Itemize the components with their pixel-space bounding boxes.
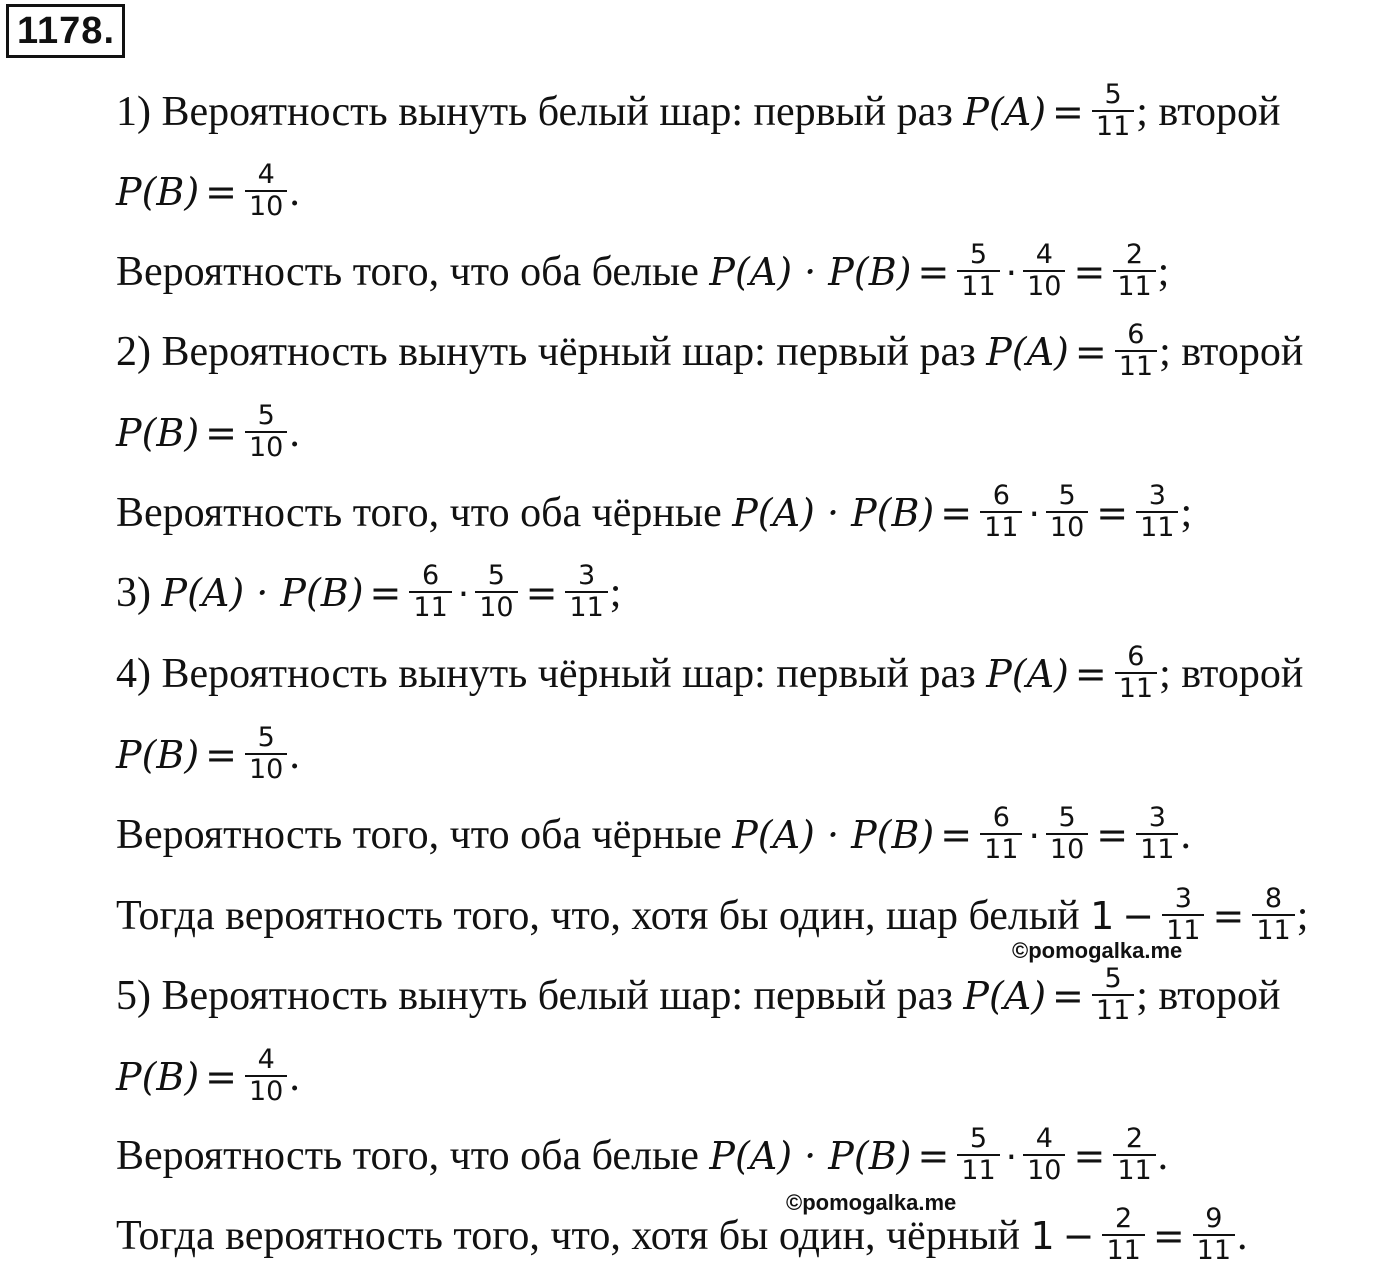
s1-tail: ; второй (1136, 88, 1281, 135)
s2-f1: $\frac{6}{11}$ (980, 481, 1022, 543)
s1-f1: $\frac{5}{11}$ (957, 240, 999, 302)
s1-line-1 (116, 79, 1281, 146)
s4-line-3: Вероятность того, что оба чёрные P(A) · P(B) = $\frac{6}{11}$ · $\frac{5}{10}$ = $\frac{3}{11}$ . (116, 802, 1191, 866)
s1-pa-frac: $\frac{5}{11}$ (1092, 80, 1134, 142)
s5-minus-frac: $\frac{2}{11}$ (1102, 1204, 1144, 1266)
s1-line-2: P(B) = $\frac{4}{10}$ . (116, 159, 300, 223)
s2-pb-frac: $\frac{5}{10}$ (245, 401, 287, 463)
s3-result: $\frac{3}{11}$ (565, 561, 607, 623)
s4-minus-frac: $\frac{3}{11}$ (1162, 884, 1204, 946)
s4-pb-frac: $\frac{5}{10}$ (245, 723, 287, 785)
s5-pb-frac: $\frac{4}{10}$ (245, 1045, 287, 1107)
s4-line-1: 4) Вероятность вынуть чёрный шар: первый раз P(A) = $\frac{6}{11}$ ; второй (116, 641, 1304, 705)
s3-line-1: 3) P(A) · P(B) = $\frac{6}{11}$ · $\frac{5}{10}$ = $\frac{3}{11}$ ; (116, 560, 622, 624)
s4-line-2: P(B) = $\frac{5}{10}$ . (116, 722, 300, 786)
s5-line-1: 5) Вероятность вынуть белый шар: первый раз P(A) = $\frac{5}{11}$ ; второй (116, 963, 1281, 1027)
s2-f2: $\frac{5}{10}$ (1046, 481, 1088, 543)
watermark: ©pomogalka.me (1012, 938, 1183, 963)
s5-final: $\frac{9}{11}$ (1193, 1204, 1235, 1266)
s4-final: $\frac{8}{11}$ (1252, 884, 1294, 946)
s1-line-3: Вероятность того, что оба белые P(A) · P(B) = $\frac{5}{11}$ · $\frac{4}{10}$ = $\frac{2}{11}$ ; (116, 239, 1170, 303)
eq-sign: = (1052, 89, 1084, 134)
s1-f2: $\frac{4}{10}$ (1023, 240, 1065, 302)
s3-f1: $\frac{6}{11}$ (409, 561, 451, 623)
s5-line-3: Вероятность того, что оба белые P(A) · P(B) = $\frac{5}{11}$ · $\frac{4}{10}$ = $\frac{2}{11}$ . (116, 1123, 1169, 1187)
s1-text: 1) Вероятность вынуть белый шар: первый раз (116, 88, 964, 135)
s4-f2: $\frac{5}{10}$ (1046, 803, 1088, 865)
s3-f2: $\frac{5}{10}$ (475, 561, 517, 623)
s1-pa: P(A) (963, 89, 1047, 134)
s1-result: $\frac{2}{11}$ (1113, 240, 1155, 302)
s5-line-2: P(B) = $\frac{4}{10}$ . (116, 1044, 300, 1108)
s5-line-4: Тогда вероятность того, что, хотя бы один, чёрный 1 − $\frac{2}{11}$ = $\frac{9}{11}$ . (116, 1203, 1248, 1267)
s2-result: $\frac{3}{11}$ (1136, 481, 1178, 543)
s4-result: $\frac{3}{11}$ (1136, 803, 1178, 865)
watermark-2: ©pomogalka.me (786, 1190, 957, 1215)
s1-pb-frac: $\frac{4}{10}$ (245, 160, 287, 222)
s5-f1: $\frac{5}{11}$ (957, 1124, 999, 1186)
s4-line-4: Тогда вероятность того, что, хотя бы один, шар белый 1 − $\frac{3}{11}$ = $\frac{8}{11}$ ; (116, 883, 1309, 947)
s4-f1: $\frac{6}{11}$ (980, 803, 1022, 865)
s4-pa-frac: $\frac{6}{11}$ (1115, 642, 1157, 704)
s2-line-3: Вероятность того, что оба чёрные P(A) · P(B) = $\frac{6}{11}$ · $\frac{5}{10}$ = $\frac{3}{11}$ ; (116, 480, 1193, 544)
s5-result: $\frac{2}{11}$ (1113, 1124, 1155, 1186)
s5-pa-frac: $\frac{5}{11}$ (1092, 964, 1134, 1026)
s2-line-2: P(B) = $\frac{5}{10}$ . (116, 400, 300, 464)
s2-line-1: 2) Вероятность вынуть чёрный шар: первый раз P(A) = $\frac{6}{11}$ ; второй (116, 319, 1304, 383)
problem-number: 1178. (6, 4, 125, 58)
s2-pa-frac: $\frac{6}{11}$ (1115, 320, 1157, 382)
s5-f2: $\frac{4}{10}$ (1023, 1124, 1065, 1186)
